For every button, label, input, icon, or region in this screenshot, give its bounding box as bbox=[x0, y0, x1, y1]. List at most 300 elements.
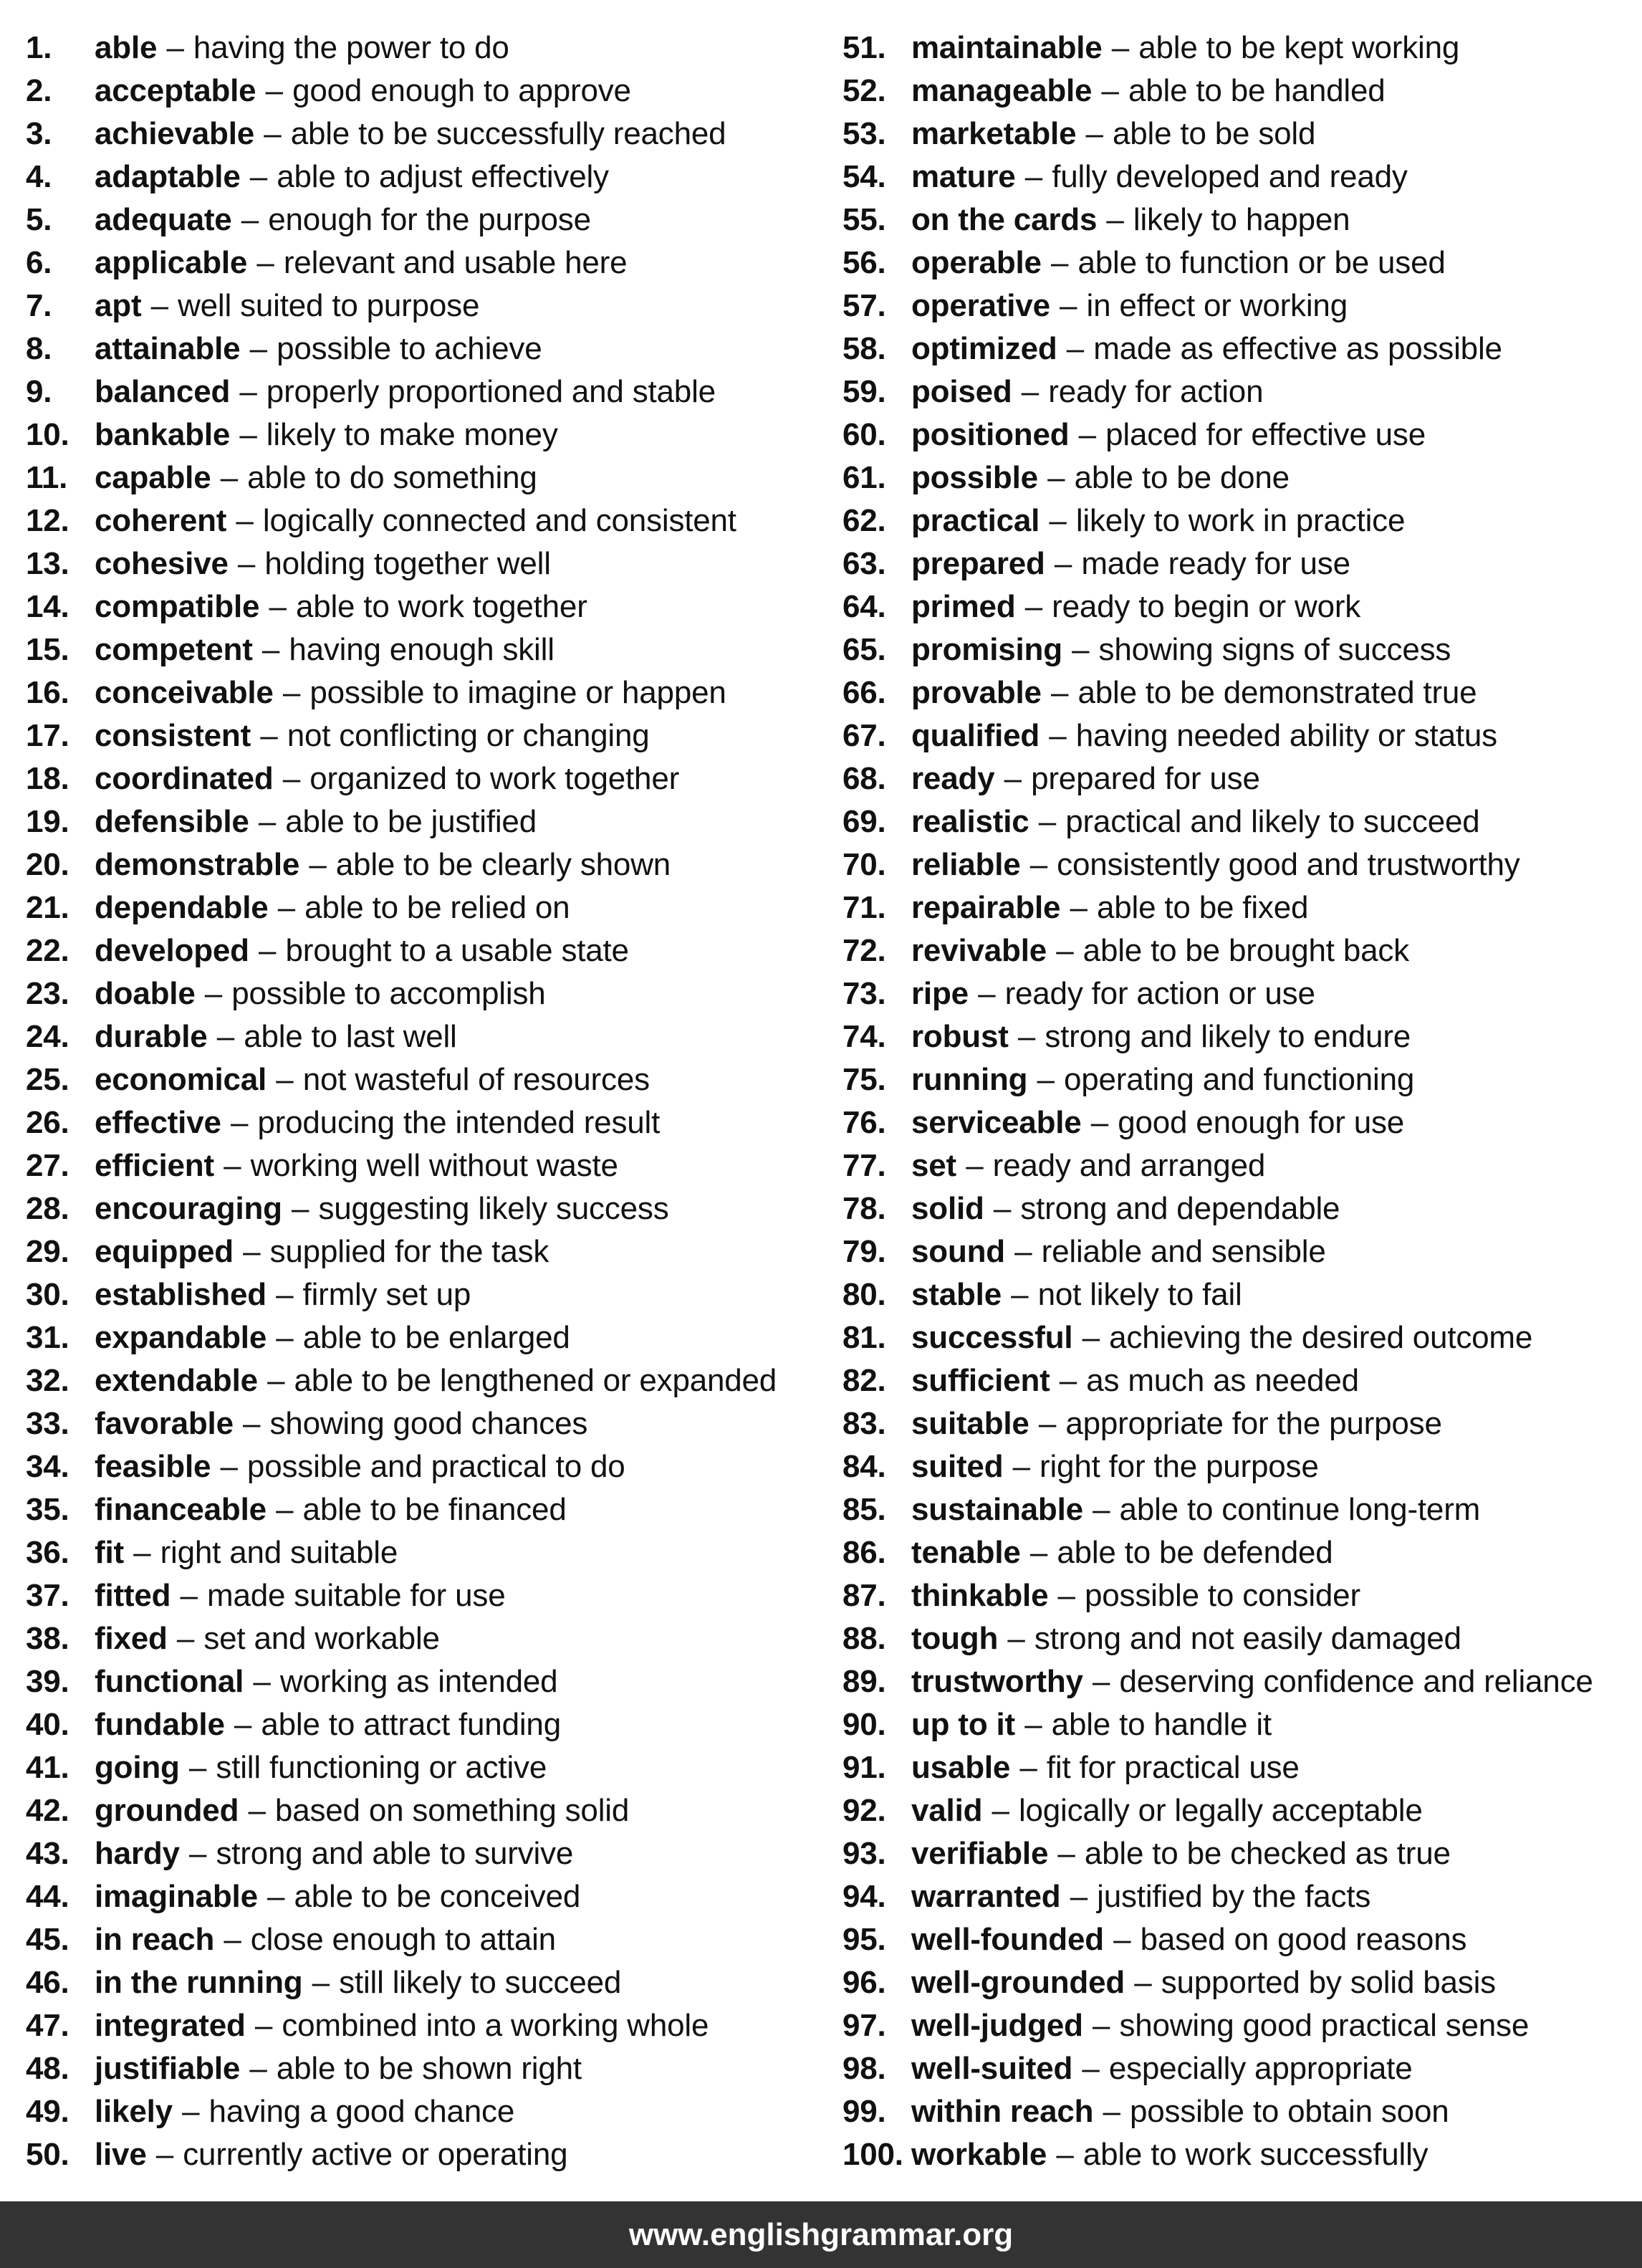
item-separator: – bbox=[241, 202, 259, 237]
item-term: well-grounded bbox=[911, 1965, 1125, 2000]
list-item bbox=[26, 70, 842, 113]
item-definition: able to be fixed bbox=[1097, 890, 1309, 925]
item-definition: supplied for the task bbox=[269, 1234, 549, 1269]
list-item bbox=[842, 1015, 1642, 1058]
list-item bbox=[26, 456, 842, 499]
item-separator: – bbox=[243, 1234, 261, 1269]
item-number: 50. bbox=[26, 2137, 69, 2172]
item-number: 95. bbox=[842, 1922, 886, 1957]
item-term: doable bbox=[95, 976, 196, 1011]
item-term: attainable bbox=[95, 331, 241, 366]
item-number: 22. bbox=[26, 933, 69, 968]
list-item bbox=[26, 714, 842, 757]
list-item bbox=[842, 1187, 1642, 1230]
item-definition: possible and practical to do bbox=[246, 1449, 625, 1484]
item-term: repairable bbox=[911, 890, 1061, 925]
list-item bbox=[842, 113, 1642, 155]
list-item bbox=[842, 1273, 1642, 1316]
item-separator: – bbox=[992, 1793, 1009, 1828]
item-number: 8. bbox=[26, 331, 52, 366]
item-separator: – bbox=[292, 1191, 309, 1226]
item-definition: having enough skill bbox=[289, 632, 554, 667]
item-definition: possible to imagine or happen bbox=[309, 675, 726, 710]
item-separator: – bbox=[260, 718, 278, 753]
item-term: consistent bbox=[95, 718, 251, 753]
item-definition: holding together well bbox=[264, 546, 551, 581]
item-term: warranted bbox=[911, 1879, 1061, 1914]
item-separator: – bbox=[1113, 1922, 1131, 1957]
item-separator: – bbox=[1021, 374, 1040, 409]
item-separator: – bbox=[224, 1148, 241, 1183]
item-definition: deserving confidence and reliance bbox=[1119, 1664, 1593, 1699]
item-separator: – bbox=[239, 417, 257, 452]
list-item bbox=[842, 757, 1642, 800]
item-definition: prepared for use bbox=[1031, 761, 1260, 796]
item-term: live bbox=[95, 2137, 147, 2172]
item-definition: producing the intended result bbox=[257, 1105, 661, 1140]
list-item bbox=[26, 327, 842, 370]
item-term: established bbox=[95, 1277, 267, 1312]
item-number: 91. bbox=[842, 1750, 886, 1785]
item-term: acceptable bbox=[95, 73, 256, 108]
item-separator: – bbox=[224, 1922, 241, 1957]
item-term: ripe bbox=[911, 976, 969, 1011]
item-separator: – bbox=[249, 331, 267, 366]
item-definition: showing signs of success bbox=[1098, 632, 1451, 667]
item-separator: – bbox=[276, 1277, 294, 1312]
item-separator: – bbox=[189, 1836, 207, 1871]
item-separator: – bbox=[258, 804, 277, 839]
item-term: balanced bbox=[95, 374, 231, 409]
item-separator: – bbox=[249, 159, 268, 194]
item-number: 4. bbox=[26, 159, 52, 194]
item-number: 37. bbox=[26, 1578, 69, 1613]
item-definition: reliable and sensible bbox=[1041, 1234, 1326, 1269]
item-number: 81. bbox=[842, 1320, 886, 1355]
item-number: 97. bbox=[842, 2008, 886, 2043]
item-number: 40. bbox=[26, 1707, 69, 1742]
item-separator: – bbox=[261, 632, 280, 667]
item-number: 56. bbox=[842, 245, 886, 280]
item-term: likely bbox=[95, 2094, 173, 2129]
item-definition: not conflicting or changing bbox=[287, 718, 650, 753]
item-term: optimized bbox=[911, 331, 1057, 366]
item-definition: close enough to attain bbox=[250, 1922, 556, 1957]
item-term: solid bbox=[911, 1191, 984, 1226]
item-definition: having needed ability or status bbox=[1075, 718, 1497, 753]
item-term: developed bbox=[95, 933, 249, 968]
list-item bbox=[842, 1703, 1642, 1746]
item-number: 98. bbox=[842, 2051, 886, 2086]
list-item bbox=[26, 155, 842, 198]
item-separator: – bbox=[216, 1019, 234, 1054]
item-term: on the cards bbox=[911, 202, 1098, 237]
item-definition: able to continue long-term bbox=[1119, 1492, 1481, 1527]
item-definition: able to be financed bbox=[302, 1492, 567, 1527]
item-definition: having the power to do bbox=[193, 30, 509, 65]
item-number: 44. bbox=[26, 1879, 69, 1914]
list-item bbox=[842, 1875, 1642, 1918]
item-term: set bbox=[911, 1148, 956, 1183]
item-term: feasible bbox=[95, 1449, 211, 1484]
item-term: able bbox=[95, 30, 158, 65]
item-term: fit bbox=[95, 1535, 124, 1570]
item-term: coherent bbox=[95, 503, 227, 538]
item-term: going bbox=[95, 1750, 180, 1785]
item-separator: – bbox=[1011, 1277, 1029, 1312]
item-separator: – bbox=[237, 546, 256, 581]
item-number: 35. bbox=[26, 1492, 69, 1527]
list-item bbox=[842, 284, 1642, 327]
list-item bbox=[842, 1488, 1642, 1531]
list-item bbox=[26, 198, 842, 241]
item-term: suitable bbox=[911, 1406, 1029, 1441]
list-item bbox=[842, 413, 1642, 456]
item-number: 62. bbox=[842, 503, 886, 538]
list-item bbox=[842, 499, 1642, 542]
item-definition: able to handle it bbox=[1051, 1707, 1272, 1742]
item-separator: – bbox=[180, 1578, 198, 1613]
item-number: 32. bbox=[26, 1363, 69, 1398]
list-item bbox=[842, 1746, 1642, 1789]
item-number: 6. bbox=[26, 245, 52, 280]
item-separator: – bbox=[150, 288, 168, 323]
item-number: 87. bbox=[842, 1578, 886, 1613]
item-term: durable bbox=[95, 1019, 208, 1054]
item-definition: ready for action or use bbox=[1004, 976, 1315, 1011]
item-number: 34. bbox=[26, 1449, 69, 1484]
item-term: cohesive bbox=[95, 546, 229, 581]
list-item bbox=[842, 241, 1642, 284]
item-separator: – bbox=[312, 1965, 330, 2000]
item-definition: supported by solid basis bbox=[1161, 1965, 1496, 2000]
item-separator: – bbox=[1024, 159, 1042, 194]
item-term: fitted bbox=[95, 1578, 171, 1613]
item-definition: showing good chances bbox=[269, 1406, 588, 1441]
item-term: encouraging bbox=[95, 1191, 282, 1226]
item-separator: – bbox=[1070, 1879, 1088, 1914]
item-term: manageable bbox=[911, 73, 1093, 108]
item-term: tenable bbox=[911, 1535, 1021, 1570]
item-number: 38. bbox=[26, 1621, 69, 1656]
list-item bbox=[842, 1316, 1642, 1359]
list-item bbox=[26, 370, 842, 413]
list-item bbox=[842, 843, 1642, 886]
list-item bbox=[842, 456, 1642, 499]
item-number: 76. bbox=[842, 1105, 886, 1140]
item-separator: – bbox=[1057, 1578, 1075, 1613]
item-definition: able to be relied on bbox=[304, 890, 570, 925]
item-separator: – bbox=[1038, 1406, 1057, 1441]
list-item bbox=[842, 1144, 1642, 1187]
item-number: 11. bbox=[26, 460, 68, 495]
item-term: functional bbox=[95, 1664, 244, 1699]
item-term: trustworthy bbox=[911, 1664, 1083, 1699]
item-number: 21. bbox=[26, 890, 69, 925]
item-term: poised bbox=[911, 374, 1012, 409]
list-item bbox=[26, 1703, 842, 1746]
item-number: 70. bbox=[842, 847, 886, 882]
list-item bbox=[842, 714, 1642, 757]
item-separator: – bbox=[254, 2008, 273, 2043]
item-separator: – bbox=[236, 503, 254, 538]
item-definition: made as effective as possible bbox=[1093, 331, 1502, 366]
item-definition: practical and likely to succeed bbox=[1065, 804, 1480, 839]
item-separator: – bbox=[1014, 1234, 1032, 1269]
item-term: tough bbox=[911, 1621, 999, 1656]
item-definition: possible to obtain soon bbox=[1129, 2094, 1449, 2129]
item-number: 41. bbox=[26, 1750, 69, 1785]
item-number: 20. bbox=[26, 847, 69, 882]
item-number: 54. bbox=[842, 159, 886, 194]
item-separator: – bbox=[220, 460, 238, 495]
item-definition: working well without waste bbox=[250, 1148, 618, 1183]
item-number: 18. bbox=[26, 761, 69, 796]
item-term: maintainable bbox=[911, 30, 1103, 65]
item-term: serviceable bbox=[911, 1105, 1082, 1140]
item-term: sufficient bbox=[911, 1363, 1050, 1398]
item-definition: made suitable for use bbox=[207, 1578, 506, 1613]
item-term: practical bbox=[911, 503, 1040, 538]
list-item bbox=[26, 413, 842, 456]
item-separator: – bbox=[234, 1707, 252, 1742]
item-separator: – bbox=[243, 1406, 261, 1441]
list-item bbox=[842, 198, 1642, 241]
list-item bbox=[26, 1015, 842, 1058]
item-definition: able to be conceived bbox=[294, 1879, 581, 1914]
item-definition: able to work successfully bbox=[1082, 2137, 1429, 2172]
item-term: sound bbox=[911, 1234, 1005, 1269]
item-number: 1. bbox=[26, 30, 52, 65]
list-item bbox=[842, 542, 1642, 585]
list-item bbox=[26, 585, 842, 628]
list-item bbox=[26, 1789, 842, 1832]
item-term: qualified bbox=[911, 718, 1040, 753]
footer-bar bbox=[0, 2201, 1642, 2268]
item-separator: – bbox=[1056, 933, 1074, 968]
item-definition: able to be successfully reached bbox=[290, 116, 726, 151]
list-item bbox=[26, 499, 842, 542]
item-definition: placed for effective use bbox=[1105, 417, 1426, 452]
list-item bbox=[26, 113, 842, 155]
list-item bbox=[26, 1961, 842, 2004]
item-term: apt bbox=[95, 288, 142, 323]
item-separator: – bbox=[249, 2051, 267, 2086]
item-number: 13. bbox=[26, 546, 69, 581]
item-definition: right for the purpose bbox=[1040, 1449, 1319, 1484]
item-number: 29. bbox=[26, 1234, 69, 1269]
item-number: 12. bbox=[26, 503, 69, 538]
item-term: within reach bbox=[911, 2094, 1094, 2129]
item-term: coordinated bbox=[95, 761, 274, 796]
item-separator: – bbox=[1024, 1707, 1042, 1742]
item-number: 65. bbox=[842, 632, 886, 667]
item-separator: – bbox=[248, 1793, 266, 1828]
item-separator: – bbox=[1082, 2051, 1100, 2086]
item-term: fixed bbox=[95, 1621, 168, 1656]
list-item bbox=[26, 800, 842, 843]
item-number: 59. bbox=[842, 374, 886, 409]
item-definition: still functioning or active bbox=[216, 1750, 547, 1785]
item-number: 25. bbox=[26, 1062, 69, 1097]
list-item bbox=[26, 1359, 842, 1402]
item-separator: – bbox=[1059, 1363, 1077, 1398]
item-term: equipped bbox=[95, 1234, 234, 1269]
item-number: 43. bbox=[26, 1836, 69, 1871]
item-separator: – bbox=[265, 73, 283, 108]
item-definition: in effect or working bbox=[1086, 288, 1348, 323]
list-item bbox=[842, 27, 1642, 70]
item-term: conceivable bbox=[95, 675, 274, 710]
item-number: 73. bbox=[842, 976, 886, 1011]
list-item bbox=[842, 70, 1642, 113]
item-number: 89. bbox=[842, 1664, 886, 1699]
item-term: valid bbox=[911, 1793, 983, 1828]
list-item bbox=[842, 370, 1642, 413]
item-separator: – bbox=[155, 2137, 174, 2172]
item-definition: operating and functioning bbox=[1064, 1062, 1415, 1097]
item-term: marketable bbox=[911, 116, 1077, 151]
item-term: sustainable bbox=[911, 1492, 1083, 1527]
item-definition: likely to happen bbox=[1133, 202, 1350, 237]
list-item bbox=[842, 1574, 1642, 1617]
list-item bbox=[842, 671, 1642, 714]
item-number: 16. bbox=[26, 675, 69, 710]
item-definition: having a good chance bbox=[208, 2094, 515, 2129]
list-item bbox=[26, 27, 842, 70]
item-separator: – bbox=[259, 933, 277, 968]
item-number: 96. bbox=[842, 1965, 886, 2000]
list-item bbox=[26, 1144, 842, 1187]
item-number: 3. bbox=[26, 116, 52, 151]
item-definition: able to be enlarged bbox=[302, 1320, 570, 1355]
item-term: thinkable bbox=[911, 1578, 1049, 1613]
item-term: reliable bbox=[911, 847, 1021, 882]
item-term: well-suited bbox=[911, 2051, 1073, 2086]
item-definition: able to last well bbox=[244, 1019, 457, 1054]
item-separator: – bbox=[166, 30, 184, 65]
item-definition: able to be clearly shown bbox=[335, 847, 671, 882]
item-number: 84. bbox=[842, 1449, 886, 1484]
list-item bbox=[842, 1402, 1642, 1445]
list-item bbox=[842, 155, 1642, 198]
item-term: successful bbox=[911, 1320, 1073, 1355]
list-item bbox=[842, 1531, 1642, 1574]
list-item bbox=[26, 1273, 842, 1316]
item-separator: – bbox=[1106, 202, 1124, 237]
item-term: possible bbox=[911, 460, 1038, 495]
item-separator: – bbox=[1093, 1664, 1110, 1699]
item-separator: – bbox=[282, 675, 301, 710]
list-item bbox=[842, 1445, 1642, 1488]
item-definition: able to be done bbox=[1074, 460, 1290, 495]
item-number: 52. bbox=[842, 73, 886, 108]
item-term: competent bbox=[95, 632, 253, 667]
item-number: 86. bbox=[842, 1535, 886, 1570]
item-number: 45. bbox=[26, 1922, 69, 1957]
item-definition: relevant and usable here bbox=[283, 245, 628, 280]
item-separator: – bbox=[276, 1320, 294, 1355]
list-item bbox=[26, 972, 842, 1015]
list-item bbox=[842, 1058, 1642, 1101]
list-item bbox=[842, 1617, 1642, 1660]
item-separator: – bbox=[1057, 1836, 1075, 1871]
website-link[interactable]: www.englishgrammar.org bbox=[628, 2216, 1014, 2252]
item-definition: able to be shown right bbox=[276, 2051, 582, 2086]
item-definition: able to attract funding bbox=[261, 1707, 561, 1742]
item-term: compatible bbox=[95, 589, 260, 624]
list-item bbox=[26, 1445, 842, 1488]
list-item bbox=[26, 843, 842, 886]
item-number: 85. bbox=[842, 1492, 886, 1527]
item-separator: – bbox=[1111, 30, 1130, 65]
list-item bbox=[842, 628, 1642, 671]
item-term: realistic bbox=[911, 804, 1029, 839]
list-item bbox=[26, 2133, 842, 2176]
item-number: 72. bbox=[842, 933, 886, 968]
item-separator: – bbox=[993, 1191, 1012, 1226]
list-item bbox=[842, 972, 1642, 1015]
list-item bbox=[26, 2004, 842, 2047]
item-definition: organized to work together bbox=[309, 761, 680, 796]
item-number: 27. bbox=[26, 1148, 69, 1183]
list-item bbox=[26, 241, 842, 284]
item-number: 48. bbox=[26, 2051, 69, 2086]
item-term: adaptable bbox=[95, 159, 241, 194]
item-term: running bbox=[911, 1062, 1028, 1097]
item-separator: – bbox=[1093, 1492, 1110, 1527]
item-separator: – bbox=[1078, 417, 1096, 452]
item-number: 47. bbox=[26, 2008, 69, 2043]
item-separator: – bbox=[220, 1449, 238, 1484]
item-term: capable bbox=[95, 460, 211, 495]
item-separator: – bbox=[1050, 675, 1069, 710]
list-item bbox=[842, 1918, 1642, 1961]
word-list-column-right bbox=[842, 27, 1642, 2176]
item-number: 74. bbox=[842, 1019, 886, 1054]
list-item bbox=[842, 1359, 1642, 1402]
item-number: 26. bbox=[26, 1105, 69, 1140]
item-number: 88. bbox=[842, 1621, 886, 1656]
item-separator: – bbox=[1056, 2137, 1074, 2172]
item-definition: not likely to fail bbox=[1037, 1277, 1242, 1312]
item-separator: – bbox=[204, 976, 223, 1011]
item-number: 83. bbox=[842, 1406, 886, 1441]
item-term: operable bbox=[911, 245, 1042, 280]
item-definition: able to work together bbox=[295, 589, 587, 624]
item-number: 23. bbox=[26, 976, 69, 1011]
item-number: 33. bbox=[26, 1406, 69, 1441]
item-definition: likely to work in practice bbox=[1075, 503, 1406, 538]
item-term: revivable bbox=[911, 933, 1047, 968]
item-separator: – bbox=[1004, 761, 1022, 796]
item-term: positioned bbox=[911, 417, 1070, 452]
item-definition: justified by the facts bbox=[1097, 1879, 1371, 1914]
list-item bbox=[26, 2090, 842, 2133]
item-definition: set and workable bbox=[203, 1621, 440, 1656]
item-number: 2. bbox=[26, 73, 52, 108]
list-item bbox=[26, 1058, 842, 1101]
item-definition: able to be checked as true bbox=[1084, 1836, 1451, 1871]
list-item bbox=[26, 886, 842, 929]
item-separator: – bbox=[1047, 460, 1065, 495]
item-number: 68. bbox=[842, 761, 886, 796]
item-term: primed bbox=[911, 589, 1016, 624]
item-separator: – bbox=[1007, 1621, 1025, 1656]
list-item bbox=[26, 1574, 842, 1617]
item-separator: – bbox=[267, 1879, 285, 1914]
list-item bbox=[842, 2090, 1642, 2133]
